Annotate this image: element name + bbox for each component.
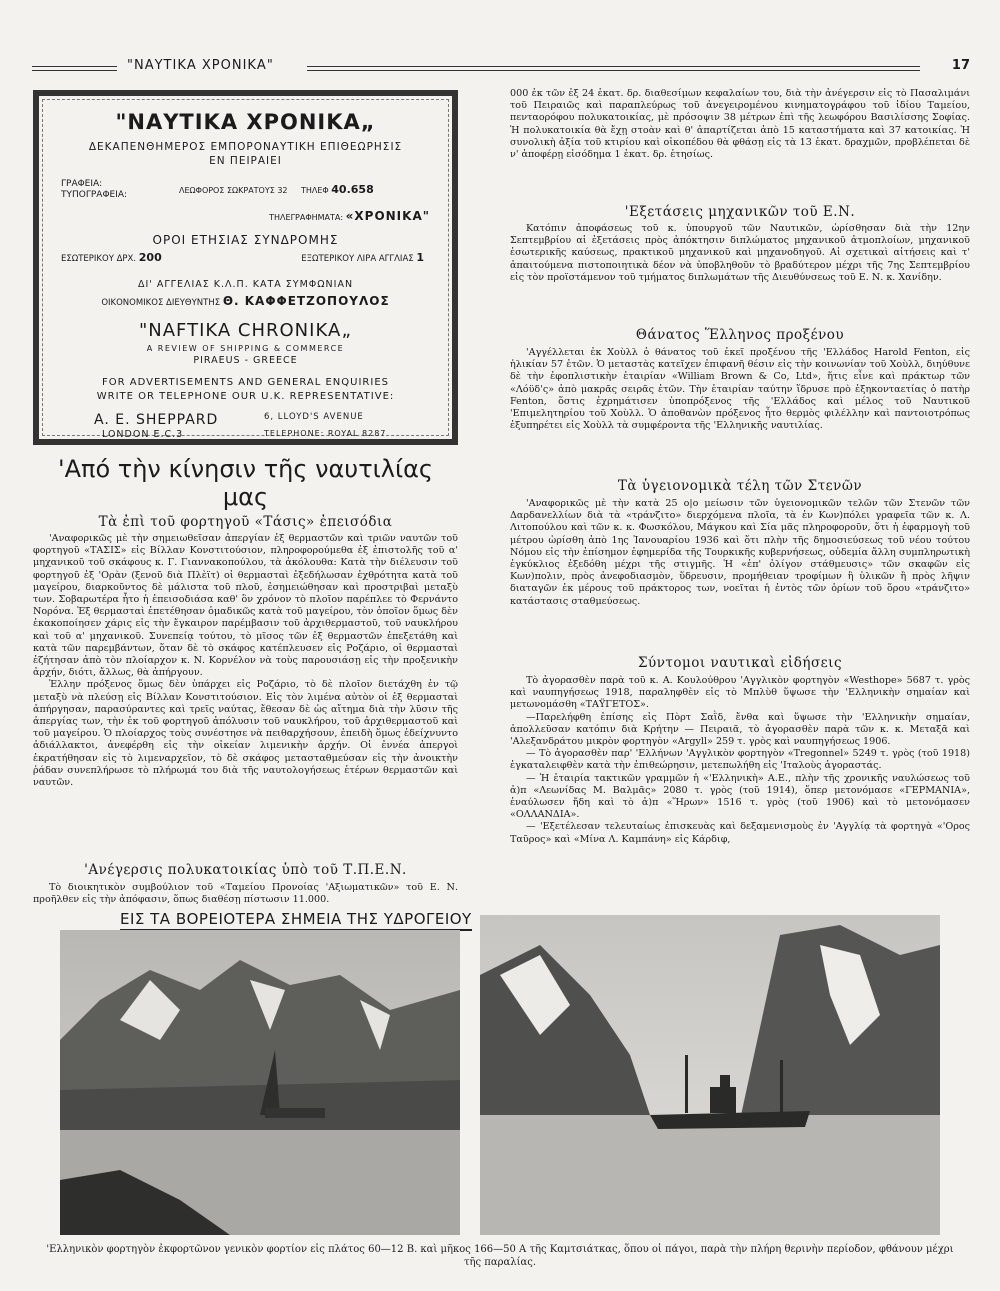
consul-paragraph: 'Αγγέλλεται ἐκ Χοὺλλ ὁ θάνατος τοῦ ἐκεῖ προξένου τῆς 'Ελλάδος Harold Fenton, εἰς ἡλικίαν 57 ἐτῶν. Ὁ μεταστὰς κατεῖχεν ἐπιφανῆ θέσιν εἰς τὴν κοινωνίαν τοῦ Χοὺλλ, διηύθυνε δὲ τὴν ἐφοπλιστικὴν ἑταιρίαν «William Brown & Co, Ltd», ἥτις εἶνε καὶ πράκτωρ τῶν «Λόϋδ'ς» ἀπὸ μακρᾶς σειρᾶς ἐτῶν. Τὴν ἑταιρίαν ταύτην ἵδρυσε πρὸ ἑξηκονταετίας ὁ πατὴρ Fenton, ὅστις ἐχρημάτισεν ὑποπρόξενος τῆς 'Ελλάδος καὶ μέλος τοῦ Ναυτικοῦ 'Επιμελητηρίου τοῦ Χοὺλλ. Ὁ ἀποθανὼν πρόξενος ἦτο θερμὸς φιλέλλην καὶ παντοιοτρόπως ἐξυπηρέτει εἰς Χοὺλλ τὰ συμφέροντα τῆς 'Ελληνικῆς ναυτιλίας. bbox=[510, 347, 970, 432]
photo-caption: 'Ελληνικὸν φορτηγὸν ἐκφορτῶνον γενικὸν φορτίον εἰς πλάτος 60—12 Β. καὶ μῆκος 166—50 Α τῆς Καμτσιάτκας, ὅπου οἱ πάγοι, παρὰ τὴν πλήρη θερινὴν περίοδον, φθάνουν μέχρι τῆς παραλίας. bbox=[46, 1244, 954, 1268]
header-rule-right bbox=[307, 66, 920, 71]
tpen-paragraph: Τὸ διοικητικὸν συμβούλιον τοῦ «Ταμείου Προνοίας 'Αξιωματικῶν» τοῦ Ε. Ν. προῆλθεν εἰς τὴν ἀπόφασιν, ὅπως διαθέσῃ πίστωσιν 11.000. bbox=[33, 882, 458, 906]
news-heading: Σύντομοι ναυτικαὶ εἰδήσεις bbox=[637, 655, 843, 671]
page-number: 17 bbox=[951, 58, 970, 73]
news-paragraph: — 'Εξετέλεσαν τελευταίως ἐπισκευὰς καὶ δεξαμενισμοὺς ἐν 'Αγγλίᾳ τὰ φορτηγὰ «'Ορος Ταῦρος» καὶ «Μίνα Λ. Καμπάνη» εἰς Κάρδιφ, bbox=[510, 821, 970, 845]
tasis-paragraph: Ἐλλην πρόξενος ὅμως δὲν ὑπάρχει εἰς Ροζάριο, τὸ δὲ πλοῖον διετάχθη ἐν τῷ μεταξὺ νὰ πλεύσῃ εἰς Βίλλαν Κονστιτούσιον. Εἰς τὸν λιμένα αὐτὸν οἱ ἐξ θερμασταὶ ἀπήργησαν, παρασύραντες καὶ τρεῖς ναύτας, ἔθεσαν δὲ ὡς αἴτημα διὰ τὴν λῦσιν τῆς ἀπεργίας των, τὴν ἐκ τοῦ φορτηγοῦ ἀπόλυσιν τοῦ ναυκλήρου, τοῦ ἀρχιθερμαστοῦ καὶ τοῦ μαγείρου. Ὁ πλοίαρχος τοὺς συνέστησε νὰ πειθαρχήσουν, ἐπειδὴ ὅμως ἐδείχνυντο ἀδιάλλακτοι, ἀνεφέρθη εἰς τὴν οἰκείαν λιμενικὴν ἀρχήν. Οἱ ἐννέα ἀπεργοὶ ἐκρατήθησαν εἰς τὸ λιμεναρχεῖον, τὸ δὲ σκάφος μετασταθμεύσαν εἰς τὴν ἀνοικτὴν ῥάδαν συνεπλήρωσε τὸ πλήρωμά του διὰ τῆς ναυτολογήσεως ἑτέρων θερμαστῶν καὶ ναυτῶν. bbox=[33, 679, 458, 789]
consul-heading: Θάνατος Ἕλληνος προξένου bbox=[635, 327, 845, 343]
news-paragraph: — Ἡ ἑταιρία τακτικῶν γραμμῶν ἡ «'Ελληνικὴ» Α.Ε., πλὴν τῆς χρονικῆς ναυλώσεως τοῦ ἀ)π «Λεωνίδας Μ. Βαλμᾶς» 2080 τ. γρὸς (τοῦ 1914), ὅπερ μετονόμασε «ΓΕΡΜΑΝΙΑ», ἐναύλωσεν ἤδη καὶ τὸ ἀ)π «Ἥρων» 1516 τ. γρὸς (τοῦ 1906) καὶ τὸ μετονόμασεν «ΟΛΛΑΝΔΙΑ». bbox=[510, 772, 970, 821]
consul-article bbox=[510, 347, 970, 432]
exams-heading: 'Εξετάσεις μηχανικῶν τοῦ Ε.Ν. bbox=[624, 204, 856, 220]
photo-harbor-left-image bbox=[60, 930, 460, 1235]
phone-number: ΤΗΛΕΦ 40.658 bbox=[301, 183, 374, 196]
tasis-article bbox=[33, 533, 458, 789]
tpen-cont-paragraph: 000 ἐκ τῶν ἐξ 24 ἑκατ. δρ. διαθεσίμων κεφαλαίων του, διὰ τὴν ἀνέγερσιν εἰς τὸ Πασαλιμάνι τοῦ Πειραιῶς καὶ παραπλεύρως τοῦ ἀνεγειρομένου κινηματογράφου τοῦ ἰδίου Ταμείου, πενταορόφου πολυκατοικίας, μὲ πρόσοψιν 38 μέτρων ἐπὶ τῆς λεωφόρου Βασιλίσσης Σοφίας. Ἡ πολυκατοικία θὰ ἔχῃ στοὰν καὶ θ' ἀπαρτίζεται ἀπὸ 15 καταστήματα καὶ 37 κατοικίας. Ἡ συνολικὴ ἀξία τοῦ κτιρίου καὶ οἰκοπέδου θὰ φθάσῃ εἰς τὰ 13 ἑκατ. δραχμῶν, προβλέπεται δὲ ν' ἀποφέρῃ εἰσόδημα 1 ἑκατ. δρ. ἐτησίως. bbox=[510, 88, 970, 161]
section-title: 'Από τὴν κίνησιν τῆς ναυτιλίας μας bbox=[57, 455, 433, 511]
photo-harbor-left bbox=[60, 930, 460, 1235]
subscription-title: ΟΡΟΙ ΕΤΗΣΙΑΣ ΣΥΝΔΡΟΜΗΣ bbox=[152, 233, 339, 247]
telegram-address: ΤΗΛΕΓΡΑΦΗΜΑΤΑ: «ΧΡΟΝΙΚΑ" bbox=[269, 209, 430, 223]
exams-article bbox=[510, 223, 970, 284]
english-city: PIRAEUS - GREECE bbox=[193, 355, 298, 366]
english-enquiries: FOR ADVERTISEMENTS AND GENERAL ENQUIRIES WRITE OR TELEPHONE OUR U.K. REPRESENTATIVE: bbox=[96, 377, 395, 402]
rep-telephone: TELEPHONE: ROYAL 8287 bbox=[264, 429, 387, 438]
street-address: ΛΕΩΦΟΡΟΣ ΣΩΚΡΑΤΟΥΣ 32 bbox=[179, 186, 288, 195]
offices-label: ΓΡΑΦΕΙΑ: bbox=[61, 179, 103, 189]
uk-representative bbox=[94, 409, 452, 443]
rep-name: A. E. SHEPPARD bbox=[94, 412, 219, 428]
domestic-price: ΕΣΩΤΕΡΙΚΟΥ ΔΡΧ. 200 bbox=[61, 251, 162, 264]
straits-heading: Τὰ ὑγειονομικὰ τέλη τῶν Στενῶν bbox=[617, 478, 863, 494]
tpen-heading: 'Ανέγερσις πολυκατοικίας ὑπὸ τοῦ Τ.Π.Ε.Ν. bbox=[84, 862, 407, 878]
photo-ship-right-image bbox=[480, 915, 940, 1235]
financial-director: ΟΙΚΟΝΟΜΙΚΟΣ ΔΙΕΥΘΥΝΤΗΣ Θ. ΚΑΦΦΕΤΖΟΠΟΥΛΟΣ bbox=[101, 294, 390, 308]
tasis-heading: Τὰ ἐπὶ τοῦ φορτηγοῦ «Τάσις» ἐπεισόδια bbox=[98, 514, 393, 530]
photo-ship-right bbox=[480, 915, 940, 1235]
news-paragraph: Τὸ ἀγορασθὲν παρὰ τοῦ κ. Α. Κουλούθρου 'Αγγλικὸν φορτηγὸν «Westhope» 5687 τ. γρὸς καὶ ναυπηγήσεως 1918, παραληφθὲν εἰς τὸ Μπλὺθ ὕψωσε τὴν 'Ελληνικὴν σημαίαν καὶ μετωνομάσθη «ΤΑΫΓΕΤΟΣ». bbox=[510, 675, 970, 711]
english-title: "NAFTIKA CHRONIKA„ bbox=[138, 320, 352, 341]
straits-article bbox=[510, 498, 970, 608]
rep-city: LONDON E.C.3 bbox=[102, 429, 184, 440]
exams-paragraph: Κατόπιν ἀποφάσεως τοῦ κ. ὑπουργοῦ τῶν Ναυτικῶν, ὡρίσθησαν διὰ τὴν 12ην Σεπτεμβρίου αἱ ἐξετάσεις πρὸς ἀπόκτησιν διπλώματος μηχανικοῦ ἀτμοπλοίων, μηχανικοῦ ἐσωτερικῆς καύσεως, πρακτικοῦ μηχανικοῦ καὶ μηχανοδηγοῦ. Αἱ σχετικαὶ αἰτήσεις καὶ τ' ἀπαιτούμενα πιστοποιητικὰ δέον νὰ ὑποβληθοῦν τὸ βραδύτερον μέχρι τῆς 7ης Σεπτεμβρίου εἰς τὸν προϊστάμενον τοῦ τμήματος διπλωμάτων τῆς Διευθύνσεως τοῦ Ε. Ν. κ. Χανίδην. bbox=[510, 223, 970, 283]
running-title: "ΝΑΥΤΙΚΑ ΧΡΟΝΙΚΑ" bbox=[127, 58, 274, 73]
photo-section-heading: ΕΙΣ ΤΑ ΒΟΡΕΙΟΤΕΡΑ ΣΗΜΕΙΑ ΤΗΣ ΥΔΡΟΓΕΙΟΥ bbox=[120, 910, 472, 931]
news-paragraph: — Τὸ ἀγορασθὲν παρ' 'Ελλήνων 'Αγγλικὸν φορτηγὸν «Tregonnel» 5249 τ. γρὸς (τοῦ 1918) ἐγκαταλειφθὲν κατὰ τὴν ἐπιθεώρησιν, μετεπωλήθη εἰς 'Ιταλοὺς ἀγοραστάς. bbox=[510, 748, 970, 772]
printing-label: ΤΥΠΟΓΡΑΦΕΙΑ: bbox=[61, 190, 128, 200]
rep-address: 6, LLOYD'S AVENUE bbox=[264, 412, 364, 422]
header-rule-left bbox=[32, 66, 117, 71]
english-review: A REVIEW OF SHIPPING & COMMERCE bbox=[146, 344, 345, 353]
masthead-box bbox=[33, 90, 458, 445]
masthead-title: "ΝΑΥΤΙΚΑ ΧΡΟΝΙΚΑ„ bbox=[115, 110, 376, 134]
tpen-continuation bbox=[510, 88, 970, 161]
news-paragraph: —Παρελήφθη ἐπίσης εἰς Πὸρτ Σαῒδ, ἔνθα καὶ ὕψωσε τὴν 'Ελληνικὴν σημαίαν, ἀπολλεῦσαν κατόπιν διὰ Κρήτην — Πειραιᾶ, τὸ ἀγορασθὲν παρὰ τῶν κ. κ. Μεταξᾶ καὶ 'Αλεξανδράτου μικρὸν φορτηγὸν «Argyll» 259 τ. γρὸς καὶ ναυπηγήσεως 1906. bbox=[510, 711, 970, 748]
news-article bbox=[510, 675, 970, 846]
ads-note: ΔΙ' ΑΓΓΕΛΙΑΣ Κ.Λ.Π. ΚΑΤΑ ΣΥΜΦΩΝΙΑΝ bbox=[137, 279, 354, 290]
tpen-article bbox=[33, 882, 458, 906]
foreign-price: ΕΞΩΤΕΡΙΚΟΥ ΛΙΡΑ ΑΓΓΛΙΑΣ 1 bbox=[301, 251, 424, 264]
masthead-subtitle: ΔΕΚΑΠΕΝΘΗΜΕΡΟΣ ΕΜΠΟΡΟΝΑΥΤΙΚΗ ΕΠΙΘΕΩΡΗΣΙΣ bbox=[88, 141, 403, 153]
masthead-address bbox=[61, 179, 452, 205]
running-header bbox=[32, 58, 970, 76]
subscription-prices bbox=[39, 251, 452, 265]
tasis-paragraph: 'Αναφορικῶς μὲ τὴν σημειωθεῖσαν ἀπεργίαν ἐξ θερμαστῶν καὶ τριῶν ναυτῶν τοῦ φορτηγοῦ «ΤΑΣΙΣ» εἰς Βίλλαν Κονστιτούσιον, πληροφορούμεθα ἐξ ἐπιστολῆς τοῦ α' μηχανικοῦ τοῦ σκάφους κ. Γ. Γιαννακοπούλου, τὰ ἀκόλουθα: Κατὰ τὴν διέλευσιν τοῦ φορτηγοῦ ἐξ 'Ορὰν (ξενοῦ διὰ Πλὲϊτ) οἱ θερμασταὶ ἐξεδήλωσαν ἐχθρότητα κατὰ τοῦ μαγείρου, διαρκοῦντος δὲ μάλιστα τοῦ πλοῦ, ἐσημειώθησαν καὶ προστριβαὶ μεταξὺ των. Σοβαρωτέρα ἦτο ἡ ἐπεισοδιάσα καθ' ὃν χρόνον τὸ πλοῖον παρέπλεε τὸ Φερνάντο Νορόνα. Ἐξ θερμασταὶ ἐπετέθησαν ὁμαδικῶς κατὰ τοῦ μαγείρου, τὸν ὁποῖον ὅμως δὲν ἐκακοποίησεν χάρις εἰς τὴν ἔγκαιρον παρέμβασιν τοῦ ἀρχιθερμαστοῦ, τοῦ ναυκλήρου καὶ τοῦ α' μηχανικοῦ. Συνεπείᾳ τούτου, τὸ μῖσος τῶν ἐξ θερμαστῶν ἐπεξετάθη καὶ κατὰ τῶν παρεμβάντων, ὅταν δὲ τὸ σκάφος κατέπλευσεν εἰς Ροζάριο, οἱ θερμασταὶ ἐζήτησαν ἀπὸ τὸν πλοίαρχον κ. Ν. Κορνέλον νὰ τοὺς παρουσιάσῃ εἰς τὴν προξενικὴν ἀρχήν, διότι, ἄλλως, θὰ ἀπήργουν. bbox=[33, 533, 458, 679]
masthead-city: ΕΝ ΠΕΙΡΑΙΕΙ bbox=[209, 155, 282, 167]
straits-paragraph: 'Αναφορικῶς μὲ τὴν κατὰ 25 ο|ο μείωσιν τῶν ὑγειονομικῶν τελῶν τῶν Στενῶν τῶν Δαρδανελλίων διὰ τὰ «τράνζιτο» διερχόμενα πλοῖα, τὰ ἐν Κων)πόλει γραφεῖα τῶν κ. Λ. Λιτοπούλου καὶ τῶν κ. κ. Φωσκόλου, Μάγκου καὶ Σία μᾶς πληροφοροῦν, ὅτι ἡ ἐφαρμογὴ τοῦ μέτρου ὡρίσθη ἀπὸ 1ης Ἰανουαρίου 1936 καὶ ὅτι πλὴν τῆς δημοσιεύσεως τοῦ νέου τούτου Νόμου εἰς τὴν ἐπίσημον ἐφημερίδα τῆς Τουρκικῆς κυβερνήσεως, οὐδεμία ἄλλη συμπληρωτικὴ ἐγκύκλιος ἐξεδόθη μέχρι τῆς στιγμῆς. Ἡ «ἐπ' ὀλίγον στάθμευσις» τῶν σκαφῶν εἰς Κων)πολιν, πρὸς ἀνεφοδιασμὸν, ὕδρευσιν, προμήθειαν τροφίμων ἢ ὑλικῶν ἢ πρὸς λῆψιν διαταγῶν ἐκ μέρους τοῦ πράκτορος των, νοεῖται ἡ ἐντὸς τῶν ὁρίων τοῦ ὅρου «τράνζιτο» κατάστασις σταθμεύσεως. bbox=[510, 498, 970, 607]
